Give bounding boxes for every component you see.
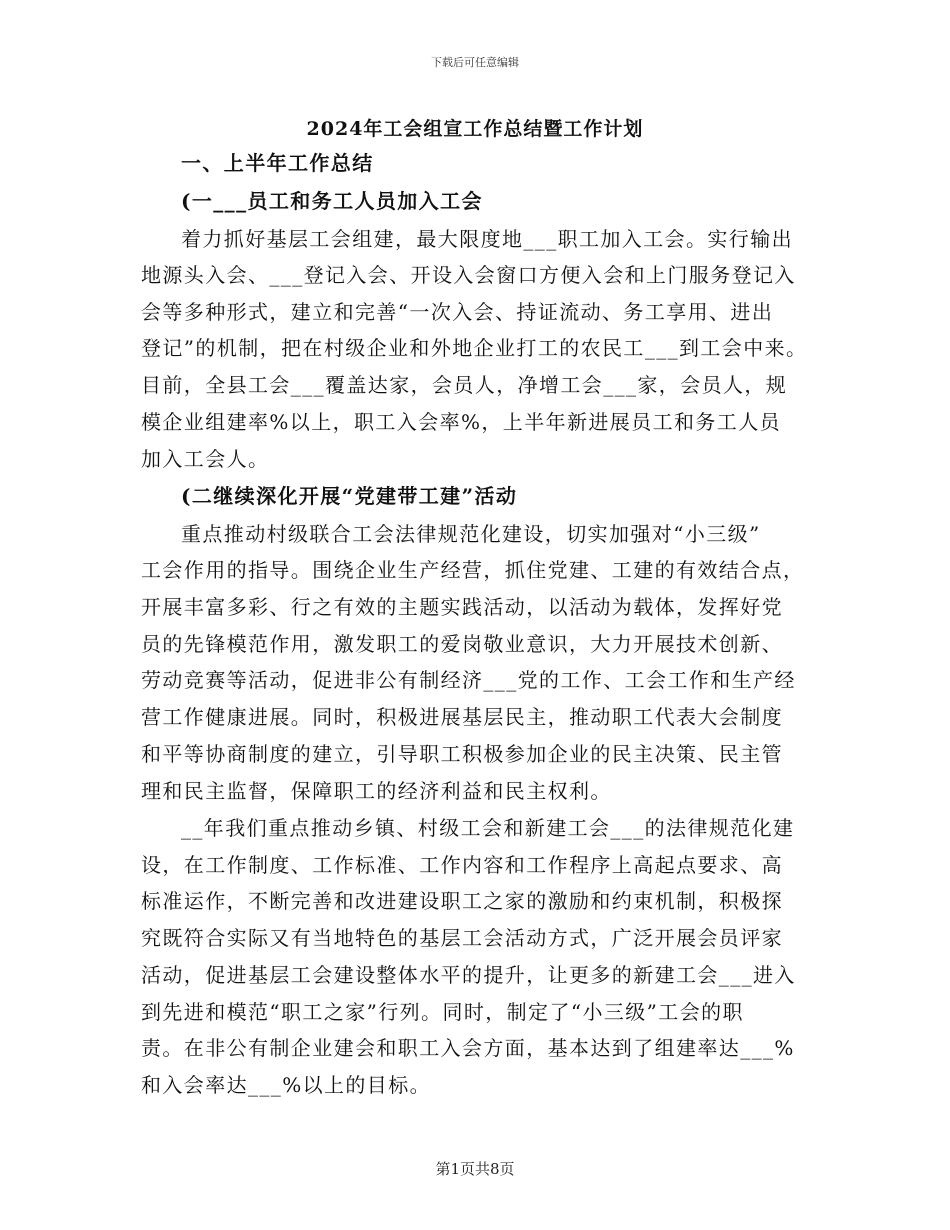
- paragraph-3-line: 活动，促进基层工会建设整体水平的提升，让更多的新建工会___进入: [141, 963, 796, 987]
- paragraph-3-line: 责。在非公有制企业建会和职工入会方面，基本达到了组建率达___%: [141, 1036, 795, 1060]
- page-number: 第1页共8页: [435, 1160, 515, 1178]
- paragraph-1-line: 地源头入会、___登记入会、开设入会窗口方便入会和上门服务登记入: [141, 263, 796, 287]
- document-title: 2024年工会组宣工作总结暨工作计划: [306, 118, 644, 140]
- paragraph-3-line: 到先进和模范“职工之家”行列。同时，制定了“小三级”工会的职: [141, 1000, 744, 1024]
- subsection-heading-2: (二继续深化开展“党建带工建”活动: [181, 484, 518, 508]
- section-heading-1: 一、上半年工作总结: [181, 151, 374, 175]
- paragraph-2-line: 和平等协商制度的建立，引导职工积极参加企业的民主决策、民主管: [141, 742, 783, 766]
- paragraph-2-line: 理和民主监督，保障职工的经济利益和民主权利。: [141, 779, 612, 803]
- paragraph-3-line: 标准运作，不断完善和改进建设职工之家的激励和约束机制，积极探: [141, 889, 783, 913]
- paragraph-2-line: 重点推动村级联合工会法律规范化建设，切实加强对“小三级”: [181, 522, 761, 546]
- paragraph-2-line: 营工作健康进展。同时，积极进展基层民主，推动职工代表大会制度: [141, 705, 783, 729]
- paragraph-3-line: 和入会率达___%以上的目标。: [141, 1073, 432, 1097]
- subsection-heading-1: (一___员工和务工人员加入工会: [181, 189, 483, 213]
- paragraph-1-line: 模企业组建率%以上，职工入会率%，上半年新进展员工和务工人员: [141, 410, 782, 434]
- paragraph-3-line: 设，在工作制度、工作标准、工作内容和工作程序上高起点要求、高: [141, 853, 783, 877]
- paragraph-1-line: 着力抓好基层工会组建，最大限度地___职工加入工会。实行输出: [181, 227, 793, 251]
- paragraph-2-line: 工会作用的指导。围绕企业生产经营，抓住党建、工建的有效结合点，: [141, 558, 805, 582]
- paragraph-1-line: 加入工会人。: [141, 447, 270, 471]
- paragraph-2-line: 劳动竞赛等活动，促进非公有制经济___党的工作、工会工作和生产经: [141, 668, 796, 692]
- paragraph-3-line: 究既符合实际又有当地特色的基层工会活动方式，广泛开展会员评家: [141, 926, 783, 950]
- paragraph-2-line: 开展丰富多彩、行之有效的主题实践活动，以活动为载体，发挥好党: [141, 595, 783, 619]
- paragraph-1-line: 登记”的机制，把在村级企业和外地企业打工的农民工___到工会中来。: [141, 336, 808, 360]
- paragraph-1-line: 会等多种形式，建立和完善“一次入会、持证流动、务工享用、进出: [141, 300, 774, 324]
- paragraph-2-line: 员的先锋模范作用，激发职工的爱岗敬业意识，大力开展技术创新、: [141, 632, 783, 656]
- page-header-note: 下载后可任意编辑: [431, 56, 519, 69]
- paragraph-1-line: 目前，全县工会___覆盖达家，会员人，净增工会___家，会员人，规: [141, 373, 788, 397]
- paragraph-3-line: __年我们重点推动乡镇、村级工会和新建工会___的法律规范化建: [181, 816, 795, 840]
